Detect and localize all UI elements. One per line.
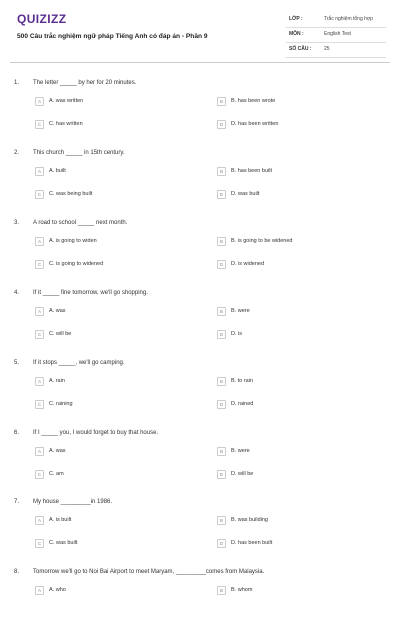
option-letter-box: D xyxy=(217,539,226,548)
option-letter-box: B xyxy=(217,167,226,176)
question-item xyxy=(0,430,400,500)
option-text: B. to rain xyxy=(231,378,254,384)
option-text: D. was built xyxy=(231,191,260,197)
page-title: 500 Câu trắc nghiệm ngữ pháp Tiếng Anh có đáp án - Phần 9 xyxy=(17,33,208,40)
option-letter-box: B xyxy=(217,97,226,106)
question-number: 5. xyxy=(14,360,20,366)
option-letter-box: B xyxy=(217,237,226,246)
option-letter-box: C xyxy=(35,190,44,199)
option-text: D. is xyxy=(231,331,242,337)
option-text: A. rain xyxy=(49,378,65,384)
question-text: The letter _____ by her for 20 minutes. xyxy=(33,80,137,86)
meta-row-subject xyxy=(286,28,386,43)
meta-value: Trắc nghiệm tổng hợp xyxy=(324,16,373,22)
option-letter-box: B xyxy=(217,586,226,595)
option-letter-box: B xyxy=(217,307,226,316)
option-letter-box: D xyxy=(217,330,226,339)
option-letter-box: D xyxy=(217,260,226,269)
option-text: B. were xyxy=(231,448,250,454)
option-letter-box: A xyxy=(35,377,44,386)
option-letter-box: C xyxy=(35,400,44,409)
question-text: Tomorrow we'll go to Noi Bai Airport to meet Maryam, _________comes from Malaysia. xyxy=(33,569,265,575)
question-number: 3. xyxy=(14,220,20,226)
header-divider xyxy=(10,62,390,63)
option-text: B. was building xyxy=(231,517,268,523)
question-number: 4. xyxy=(14,290,20,296)
option-text: B. is going to be widened xyxy=(231,238,293,244)
option-text: D. has been built xyxy=(231,540,273,546)
meta-label: SỐ CÂU : xyxy=(289,46,312,52)
question-text: If it _____ fine tomorrow, we'll go shopping. xyxy=(33,290,148,296)
option-letter-box: D xyxy=(217,470,226,479)
option-letter-box: A xyxy=(35,586,44,595)
option-text: A. was xyxy=(49,308,66,314)
meta-row-count xyxy=(286,43,386,58)
option-text: A. who xyxy=(49,587,66,593)
option-letter-box: C xyxy=(35,470,44,479)
option-letter-box: C xyxy=(35,260,44,269)
question-text: My house _________in 1986. xyxy=(33,499,113,505)
question-text: A road to school _____ next month. xyxy=(33,220,128,226)
option-letter-box: C xyxy=(35,330,44,339)
option-text: C. raining xyxy=(49,401,73,407)
question-item xyxy=(0,290,400,360)
option-text: C. was built xyxy=(49,540,78,546)
question-text: If it stops _____, we'll go camping. xyxy=(33,360,125,366)
option-text: B. whom xyxy=(231,587,253,593)
question-item xyxy=(0,360,400,430)
meta-label: LỚP : xyxy=(289,16,303,22)
option-text: D. has been written xyxy=(231,121,279,127)
option-letter-box: D xyxy=(217,400,226,409)
question-item xyxy=(0,80,400,150)
option-text: C. has written xyxy=(49,121,83,127)
question-text: This church _____ in 15th century. xyxy=(33,150,125,156)
question-item xyxy=(0,220,400,290)
option-letter-box: A xyxy=(35,307,44,316)
question-number: 2. xyxy=(14,150,20,156)
option-text: A. is going to widen xyxy=(49,238,97,244)
question-number: 6. xyxy=(14,430,20,436)
option-text: B. has been built xyxy=(231,168,272,174)
question-number: 1. xyxy=(14,80,20,86)
meta-table xyxy=(286,13,386,58)
option-letter-box: C xyxy=(35,120,44,129)
option-text: C. am xyxy=(49,471,64,477)
option-letter-box: D xyxy=(217,190,226,199)
option-text: A. was xyxy=(49,448,66,454)
meta-value: English Test xyxy=(324,31,351,37)
question-text: If I _____ you, I would forget to buy that house. xyxy=(33,430,159,436)
option-text: D. is widened xyxy=(231,261,265,267)
option-text: A. is built xyxy=(49,517,72,523)
question-item xyxy=(0,499,400,569)
option-letter-box: A xyxy=(35,97,44,106)
meta-value: 25 xyxy=(324,46,330,52)
option-letter-box: D xyxy=(217,120,226,129)
option-letter-box: B xyxy=(217,516,226,525)
option-letter-box: A xyxy=(35,516,44,525)
option-text: C. was being built xyxy=(49,191,93,197)
option-letter-box: B xyxy=(217,377,226,386)
option-letter-box: C xyxy=(35,539,44,548)
option-letter-box: B xyxy=(217,447,226,456)
meta-row-class xyxy=(286,13,386,28)
option-text: A. was written xyxy=(49,98,84,104)
option-text: A. built xyxy=(49,168,66,174)
option-letter-box: A xyxy=(35,237,44,246)
option-letter-box: A xyxy=(35,447,44,456)
option-text: D. rained xyxy=(231,401,254,407)
option-text: C. will be xyxy=(49,331,72,337)
option-text: B. has been wrote xyxy=(231,98,276,104)
option-text: D. will be xyxy=(231,471,254,477)
question-number: 7. xyxy=(14,499,20,505)
quizizz-logo: QUIZIZZ xyxy=(17,12,67,26)
question-number: 8. xyxy=(14,569,20,575)
question-item xyxy=(0,569,400,639)
option-letter-box: A xyxy=(35,167,44,176)
meta-label: MÔN : xyxy=(289,31,304,37)
option-text: B. were xyxy=(231,308,250,314)
option-text: C. is going to widened xyxy=(49,261,104,267)
question-item xyxy=(0,150,400,220)
